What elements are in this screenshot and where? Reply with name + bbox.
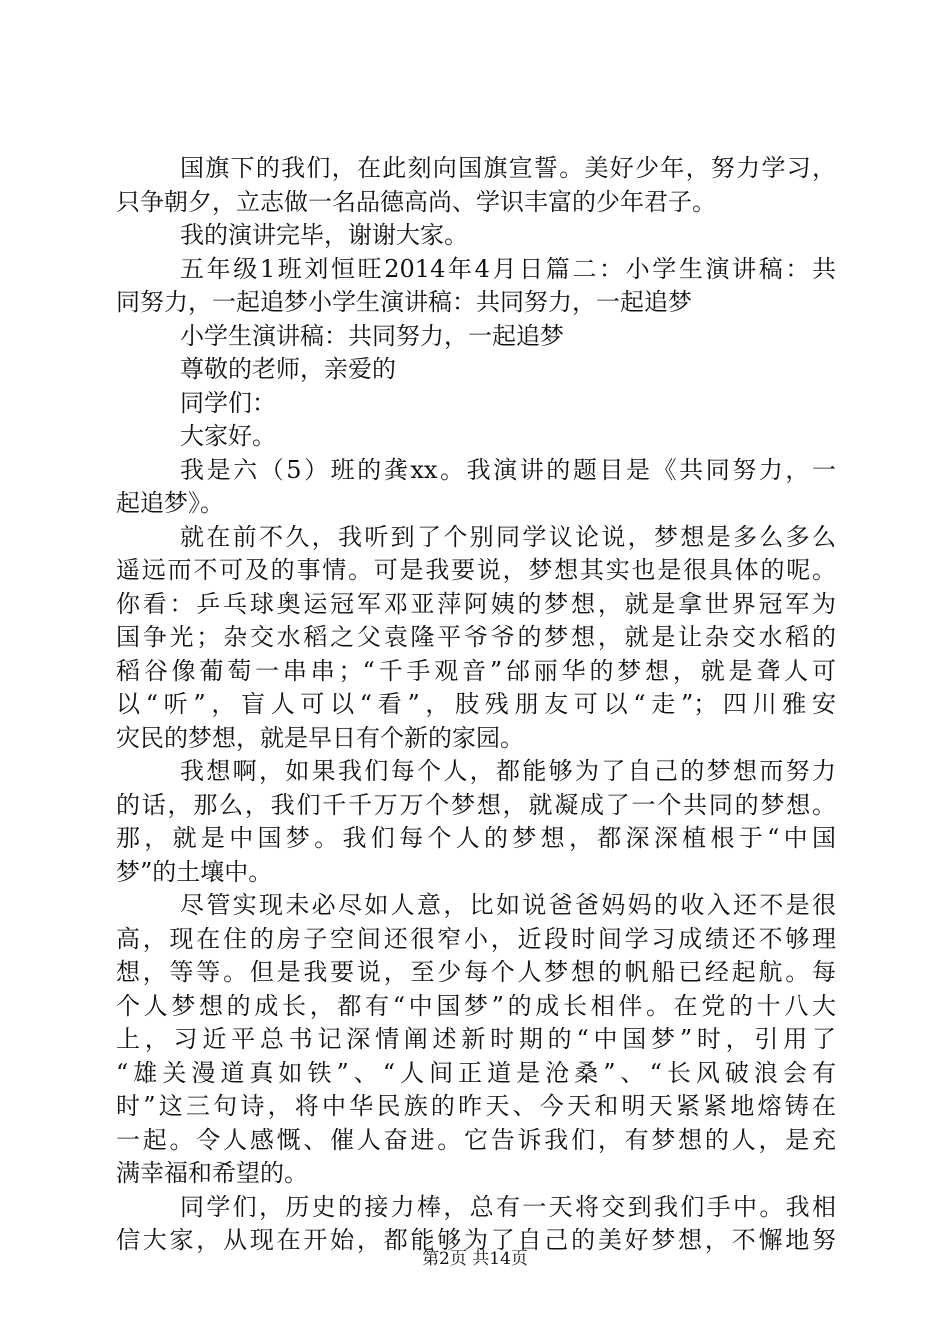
text-line: 梦”的土壤中。 xyxy=(116,857,273,886)
text-line: 同努力，一起追梦小学生演讲稿：共同努力，一起追梦 xyxy=(116,288,692,316)
text-line: 时”这三句诗，将中华民族的昨天、今天和明天紧紧地熔铸在 xyxy=(116,1092,836,1120)
text-line: 我想啊，如果我们每个人，都能够为了自己的梦想而努力 xyxy=(180,757,836,785)
text-line: 信大家，从现在开始，都能够为了自己的美好梦想，不懈地努 xyxy=(116,1226,836,1254)
text-line: 小学生演讲稿：共同努力，一起追梦 xyxy=(180,321,564,350)
text-line: 尊敬的老师，亲爱的 xyxy=(180,355,396,383)
text-line: 就在前不久，我听到了个别同学议论说，梦想是多么多么 xyxy=(180,522,836,551)
text-line: 只争朝夕，立志做一名品德高尚、学识丰富的少年君子。 xyxy=(116,187,716,216)
text-line: 灾民的梦想，就是早日有个新的家园。 xyxy=(116,723,524,752)
text-line: 国争光；杂交水稻之父袁隆平爷爷的梦想，就是让杂交水稻的 xyxy=(116,623,836,651)
text-line: 五年级1班刘恒旺2014年4月日篇二：小学生演讲稿：共 xyxy=(180,254,836,283)
text-line: 遥远而不可及的事情。可是我要说，梦想其实也是很具体的呢。 xyxy=(116,556,836,584)
text-line: 同学们，历史的接力棒，总有一天将交到我们手中。我相 xyxy=(180,1192,836,1221)
text-line: 个人梦想的成长，都有“中国梦”的成长相伴。在党的十八大 xyxy=(116,991,836,1020)
text-line: 的话，那么，我们千千万万个梦想，就凝成了一个共同的梦想。 xyxy=(116,790,836,819)
text-line: “雄关漫道真如铁”、“人间正道是沧桑”、“长风破浪会有 xyxy=(116,1058,836,1087)
text-line: 起追梦》。 xyxy=(116,489,224,517)
text-line: 尽管实现未必尽如人意，比如说爸爸妈妈的收入还不是很 xyxy=(180,891,836,919)
text-line: 大家好。 xyxy=(180,422,276,450)
text-line: 高，现在住的房子空间还很窄小，近段时间学习成绩还不够理 xyxy=(116,924,836,953)
text-line: 一起。令人感慨、催人奋进。它告诉我们，有梦想的人，是充 xyxy=(116,1125,836,1154)
page-footer: 第2页 共14页 xyxy=(422,1249,528,1269)
text-line: 我的演讲完毕，谢谢大家。 xyxy=(180,221,468,249)
text-line: 那，就是中国梦。我们每个人的梦想，都深深植根于“中国 xyxy=(116,824,836,852)
text-line: 我是六（5）班的龚xx。我演讲的题目是《共同努力，一 xyxy=(180,455,836,484)
text-line: 想，等等。但是我要说，至少每个人梦想的帆船已经起航。每 xyxy=(116,958,836,986)
text-line: 你看：乒乓球奥运冠军邓亚萍阿姨的梦想，就是拿世界冠军为 xyxy=(116,589,836,618)
text-line: 上，习近平总书记深情阐述新时期的“中国梦”时，引用了 xyxy=(116,1025,836,1053)
text-line: 以“听”，盲人可以“看”，肢残朋友可以“走”；四川雅安 xyxy=(116,690,836,718)
text-line: 满幸福和希望的。 xyxy=(116,1159,308,1187)
text-line: 同学们： xyxy=(180,388,276,417)
text-line: 稻谷像葡萄一串串；“千手观音”邰丽华的梦想，就是聋人可 xyxy=(116,656,836,685)
document-body xyxy=(116,152,836,1258)
text-line: 国旗下的我们，在此刻向国旗宣誓。美好少年，努力学习， xyxy=(180,154,836,182)
